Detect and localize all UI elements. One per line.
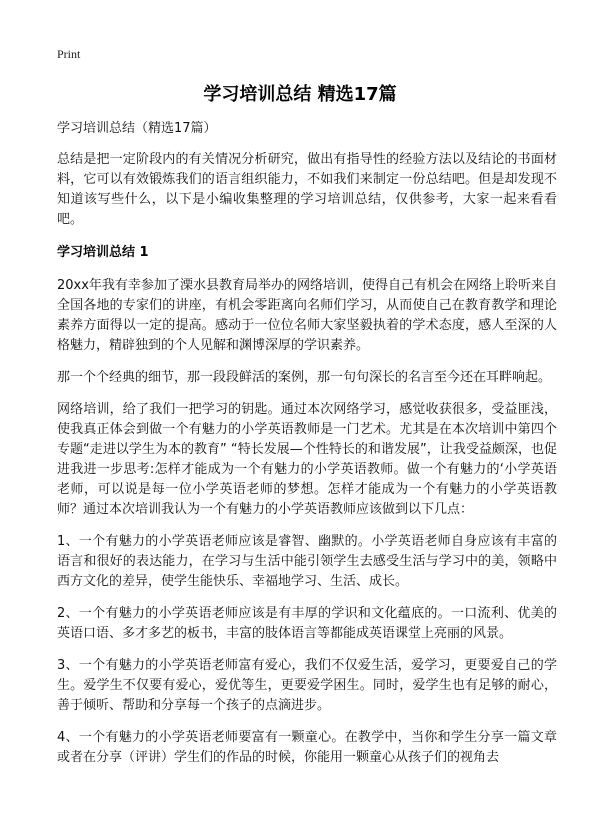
intro-paragraph: 总结是把一定阶段内的有关情况分析研究，做出有指导性的经验方法以及结论的书面材料，它可以有效锻炼我们的语言组织能力，不如我们来制定一份总结吧。但是却发现不知道该写些什么，以下是小编收集整理的学习培训总结，仅供参考，大家一起来看看吧。 [57,152,557,227]
body-paragraph: 网络培训，给了我们一把学习的钥匙。通过本次网络学习，感觉收获很多，受益匪浅，使我真正体会到做一个有魅力的小学英语教师是一门艺术。尤其是在本次培训中第四个专题“走进以学生为本的教育” “特长发展—个性特长的和谐发展”，让我受益颇深，也促进我进一步思考:怎样才能成为一个有魅力的小学英语教师。做一个有魅力的‘小学英语老师，可以说是每一位小学英语老师的梦想。怎样才能成为一个有魅力的小学英语教师？通过本次培训我认为一个有魅力的小学英语教师应该做到以下几点： [57,402,557,517]
print-link[interactable]: Print [57,47,81,61]
list-item: 3、一个有魅力的小学英语老师富有爱心，我们不仅爱生活，爱学习，更要爱自己的学生。爱学生不仅要有爱心，爱优等生，更要爱学困生。同时，爱学生也有足够的耐心，善于倾听、帮助和分享每一个孩子的点滴进步。 [57,658,557,713]
body-paragraph: 20xx年我有幸参加了溧水县教育局举办的网络培训，使得自己有机会在网络上聆听来自全国各地的专家们的讲座，有机会零距离向名师们学习，从而使自己在教育教学和理论素养方面得以一定的提高。感动于一位位名师大家坚毅执着的学术态度，感人至深的人格魅力，精辟独到的个人见解和渊博深厚的学识素养。 [57,278,557,353]
body-paragraph: 那一个个经典的细节，那一段段鲜活的案例，那一句句深长的名言至今还在耳畔响起。 [57,370,552,385]
document-subtitle: 学习培训总结（精选17篇） [57,121,217,136]
section-heading: 学习培训总结 1 [57,245,149,260]
document-body [57,119,557,780]
list-item: 4、一个有魅力的小学英语老师要富有一颗童心。在教学中，当你和学生分享一篇文章或者在分享（评讲）学生们的作品的时候，你能用一颗童心从孩子们的视角去 [57,730,557,765]
list-item: 2、一个有魅力的小学英语老师应该是有丰厚的学识和文化蕴底的。一口流利、优美的英语口语、多才多艺的板书，丰富的肢体语言等都能成英语课堂上亮丽的风景。 [57,606,557,641]
page-title: 学习培训总结 精选17篇 [203,84,397,105]
list-item: 1、一个有魅力的小学英语老师应该是睿智、幽默的。小学英语老师自身应该有丰富的语言和很好的表达能力，在学习与生活中能引领学生去感受生活与学习中的美，领略中西方文化的差异，使学生能快乐、幸福地学习、生活、成长。 [57,534,557,589]
